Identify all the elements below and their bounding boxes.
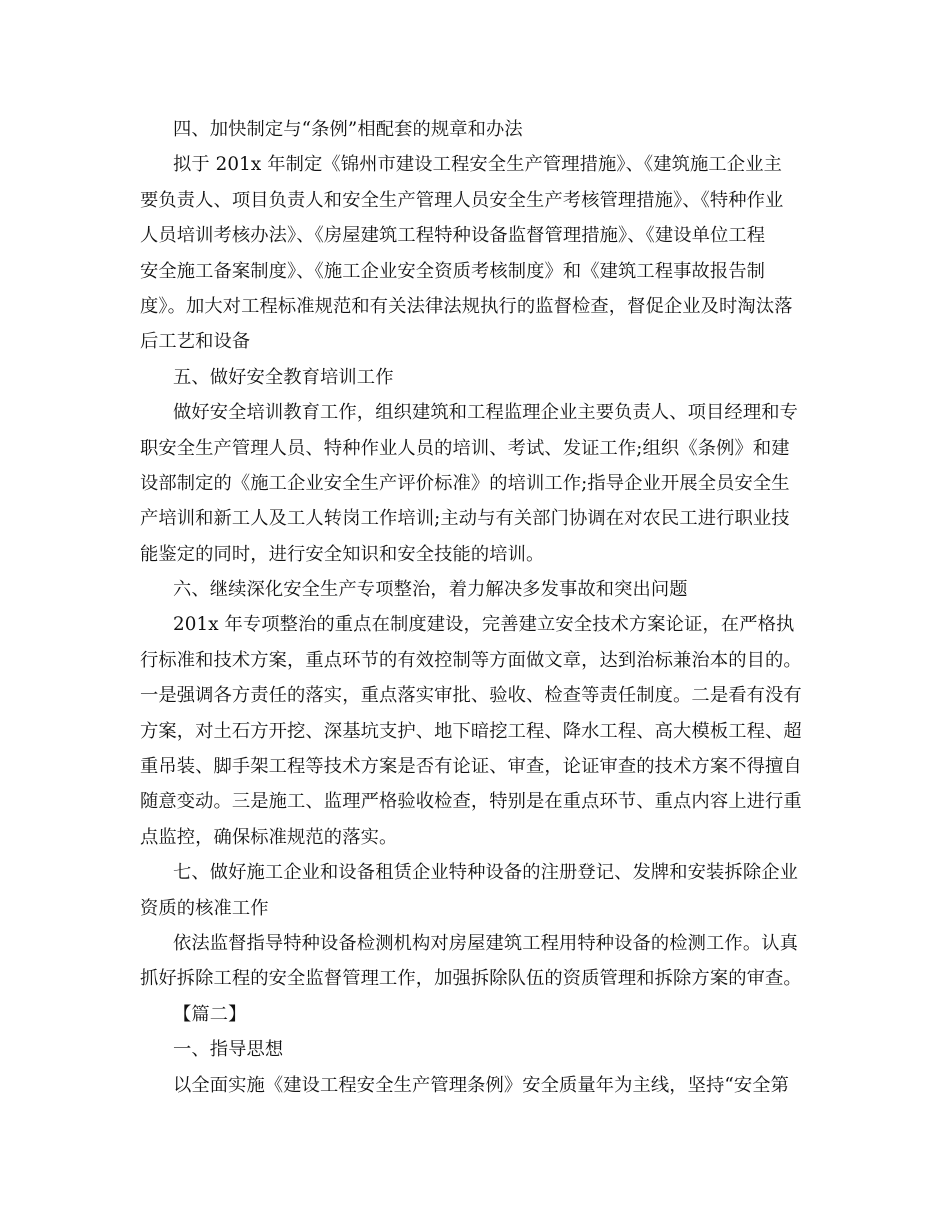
paragraph-line: 职安全生产管理人员、特种作业人员的培训、考试、发证工作;组织《条例》和建 [140, 437, 790, 459]
paragraph-line: 拟于 201x 年制定《锦州市建设工程安全生产管理措施》、《建筑施工企业主 [173, 154, 782, 176]
paragraph-line: 随意变动。三是施工、监理严格验收检查，特别是在重点环节、重点内容上进行重 [140, 791, 802, 813]
document-page [140, 112, 812, 1103]
section-heading: 七、做好施工企业和设备租赁企业特种设备的注册登记、发牌和安装拆除企业 [173, 862, 798, 884]
section-heading: 五、做好安全教育培训工作 [173, 366, 394, 388]
paragraph-line: 一是强调各方责任的落实，重点落实审批、验收、检查等责任制度。二是看有没有 [140, 685, 802, 707]
paragraph-line: 点监控，确保标准规范的落实。 [140, 826, 398, 848]
paragraph-line: 人员培训考核办法》、《房屋建筑工程特种设备监督管理措施》、《建设单位工程 [140, 225, 766, 247]
paragraph-line: 依法监督指导特种设备检测机构对房屋建筑工程用特种设备的检测工作。认真 [173, 932, 798, 954]
paragraph-line: 做好安全培训教育工作，组织建筑和工程监理企业主要负责人、项目经理和专 [173, 402, 798, 424]
paragraph-line: 能鉴定的同时，进行安全知识和安全技能的培训。 [140, 543, 545, 565]
section-marker: 【篇二】 [173, 1003, 247, 1025]
paragraph-line: 度》。加大对工程标准规范和有关法律法规执行的监督检查，督促企业及时淘汰落 [140, 295, 793, 317]
paragraph-line: 抓好拆除工程的安全监督管理工作，加强拆除队伍的资质管理和拆除方案的审查。 [140, 968, 802, 990]
paragraph-line: 201x 年专项整治的重点在制度建设，完善建立安全技术方案论证，在严格执 [173, 614, 795, 636]
section-heading: 资质的核准工作 [140, 897, 269, 919]
paragraph-line: 方案，对土石方开挖、深基坑支护、地下暗挖工程、降水工程、高大模板工程、超 [140, 720, 802, 742]
paragraph-line: 后工艺和设备 [140, 331, 251, 353]
paragraph-line: 产培训和新工人及工人转岗工作培训;主动与有关部门协调在对农民工进行职业技 [140, 508, 790, 530]
section-heading: 六、继续深化安全生产专项整治，着力解决多发事故和突出问题 [173, 579, 688, 601]
section-heading: 四、加快制定与“条例”相配套的规章和办法 [173, 119, 523, 140]
paragraph-line: 安全施工备案制度》、《施工企业安全资质考核制度》和《建筑工程事故报告制 [140, 260, 766, 282]
paragraph-line: 以全面实施《建设工程安全生产管理条例》安全质量年为主线，坚持“安全第 [173, 1074, 790, 1096]
paragraph-line: 要负责人、项目负责人和安全生产管理人员安全生产考核管理措施》、《特种作业 [140, 189, 784, 211]
paragraph-line: 行标准和技术方案，重点环节的有效控制等方面做文章，达到治标兼治本的目的。 [140, 649, 802, 671]
paragraph-line: 重吊装、脚手架工程等技术方案是否有论证、审查，论证审查的技术方案不得擅自 [140, 756, 802, 778]
section-heading: 一、指导思想 [173, 1039, 284, 1061]
paragraph-line: 设部制定的《施工企业安全生产评价标准》的培训工作;指导企业开展全员安全生 [140, 472, 790, 494]
